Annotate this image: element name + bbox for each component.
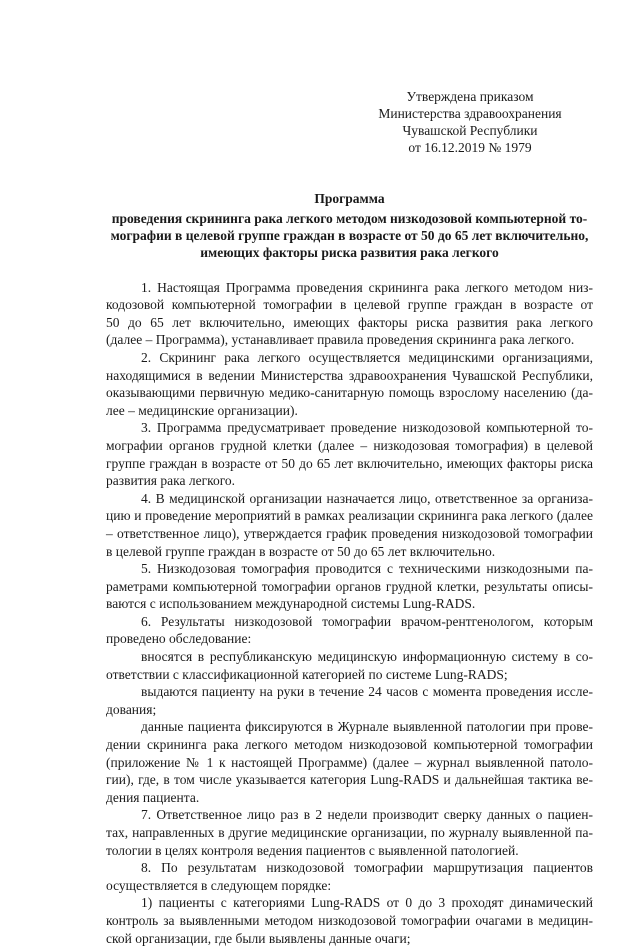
subtitle-line: мографии в целевой группе граждан в возрасте от 50 до 65 лет включительно, (110, 227, 589, 243)
paragraph-line: вносятся в республиканскую медицинскую информационную систему в со- (141, 649, 593, 665)
paragraph-line: в целевой группе граждан в возрасте от 50 до 65 лет включительно. (106, 543, 496, 559)
paragraph-line: дении скрининга рака легкого методом низкодозовой компьютерной томографии (106, 737, 593, 753)
approval-line: Министерства здравоохранения (378, 106, 562, 121)
paragraph-line: цию и проведение мероприятий в рамках реализации скрининга рака легкого (далее (106, 508, 593, 524)
paragraph-line: ответствии с классификационной категорией по системе Lung-RADS; (106, 666, 508, 682)
approval-stamp (370, 88, 570, 156)
approval-line: Чувашской Республики (402, 123, 538, 138)
paragraph-line: кодозовой компьютерной томографии в целевой группе граждан в возрасте от (106, 297, 593, 313)
paragraph (106, 718, 593, 806)
paragraph (106, 859, 593, 894)
paragraph-line: данные пациента фиксируются в Журнале выявленной патологии при прове- (141, 719, 593, 735)
paragraph-line: тологии в целях контроля ведения пациентов с выявленной патологией. (106, 842, 519, 858)
paragraph (106, 419, 593, 489)
paragraph (106, 279, 593, 349)
paragraph-line: 6. Результаты низкодозовой томографии врачом-рентгенологом, которым (141, 613, 593, 629)
paragraph-line: ской организации, где были выявлены данные очаги; (106, 930, 411, 946)
paragraph-line: 3. Программа предусматривает проведение низкодозовой компьютерной то- (141, 420, 593, 436)
paragraph-line: контроль за выявленными методом низкодозовой томографии очагами в медицин- (106, 912, 593, 928)
paragraph-line: осуществляется в следующем порядке: (106, 877, 332, 893)
paragraph-line: – ответственное лицо), утверждается график проведения низкодозовой томографии (106, 525, 593, 541)
paragraph-line: 50 до 65 лет включительно, имеющих факторы риска развития рака легкого (106, 314, 593, 330)
paragraph-line: мографии органов грудной клетки (далее – низкодозовая томография) в целевой (106, 437, 593, 453)
paragraph-line: проведено обследование: (106, 631, 252, 647)
paragraph (106, 349, 593, 419)
title-main: Программа (314, 191, 385, 206)
paragraph (106, 613, 593, 648)
paragraph-line: 8. По результатам низкодозовой томографии маршрутизация пациентов (141, 860, 593, 876)
paragraph-line: гии), где, в том числе указывается категория Lung-RADS и дальнейшая тактика ве- (106, 772, 593, 788)
paragraph-line: 1) пациенты с категориями Lung-RADS от 0 до 3 проходят динамический (141, 895, 593, 911)
paragraph-line: тах, направленных в другие медицинские организации, по журналу выявленной па- (106, 825, 593, 840)
document-title (106, 190, 593, 261)
paragraph-line: (приложение № 1 к настоящей Программе) (далее – журнал выявленной патоло- (106, 754, 593, 770)
subtitle-line: имеющих факторы риска развития рака легкого (200, 244, 499, 260)
paragraph-line: 5. Низкодозовая томография проводится с техническими низкодозными па- (141, 561, 593, 577)
paragraph-line: (далее – Программа), устанавливает правила проведения скрининга рака легкого. (106, 332, 575, 348)
paragraph-line: 7. Ответственное лицо раз в 2 недели производит сверку данных о пациен- (141, 807, 593, 823)
paragraph (106, 806, 593, 859)
paragraph (106, 490, 593, 560)
paragraph-line: группе граждан в возрасте от 50 до 65 лет включительно, имеющих факторы риска (106, 455, 593, 471)
paragraph (106, 560, 593, 613)
subtitle-line: проведения скрининга рака легкого методом низкодозовой компьютерной то- (111, 210, 588, 226)
paragraph-line: раметрами компьютерной томографии органов грудной клетки, результаты описы- (106, 578, 593, 594)
document-body (106, 279, 593, 947)
paragraph-line: лее – медицинские организации). (106, 402, 298, 418)
paragraph-line: 2. Скрининг рака легкого осуществляется медицинскими организациями, (141, 349, 593, 365)
paragraph-line: дения пациента. (106, 789, 200, 805)
paragraph-line: выдаются пациенту на руки в течение 24 часов с момента проведения иссле- (141, 684, 593, 700)
paragraph-line: находящимися в ведении Министерства здравоохранения Чувашской Республики, (106, 367, 593, 383)
paragraph-line: развития рака легкого. (106, 473, 236, 489)
paragraph-line: оказывающими первичную медико-санитарную помощь взрослому населению (да- (106, 385, 593, 401)
paragraph (106, 894, 593, 947)
paragraph-line: дования; (106, 701, 157, 717)
paragraph (106, 648, 593, 683)
approval-line: от 16.12.2019 № 1979 (408, 140, 532, 155)
paragraph-line: 4. В медицинской организации назначается лицо, ответственное за организа- (141, 490, 593, 506)
title-subtitle (106, 210, 593, 261)
approval-line: Утверждена приказом (406, 89, 534, 104)
paragraph (106, 683, 593, 718)
paragraph-line: 1. Настоящая Программа проведения скрининга рака легкого методом низ- (141, 279, 593, 295)
paragraph-line: ваются с использованием международной системы Lung-RADS. (106, 596, 476, 612)
